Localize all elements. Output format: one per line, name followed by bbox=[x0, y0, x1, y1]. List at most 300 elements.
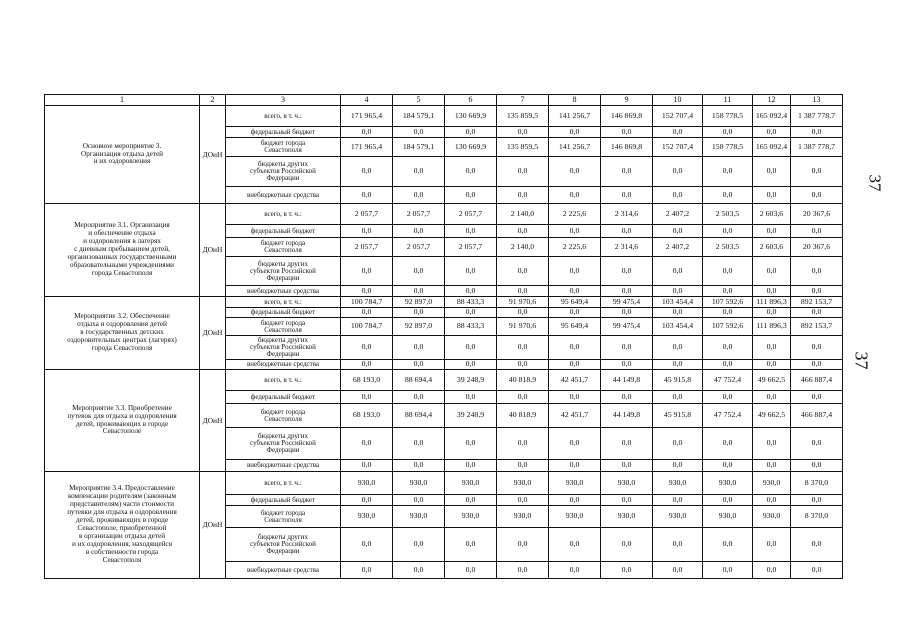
value-cell: 0,0 bbox=[497, 157, 549, 187]
value-cell: 2 057,7 bbox=[341, 238, 393, 257]
value-cell: 0,0 bbox=[549, 391, 601, 404]
value-cell: 0,0 bbox=[703, 257, 753, 286]
value-cell: 2 503,5 bbox=[703, 238, 753, 257]
value-cell: 0,0 bbox=[445, 391, 497, 404]
column-header: 9 bbox=[601, 95, 653, 106]
value-cell: 49 662,5 bbox=[753, 370, 791, 391]
value-cell: 0,0 bbox=[653, 528, 703, 562]
value-cell: 0,0 bbox=[753, 127, 791, 138]
value-cell: 0,0 bbox=[497, 562, 549, 579]
value-cell: 0,0 bbox=[703, 157, 753, 187]
value-cell: 0,0 bbox=[445, 157, 497, 187]
value-cell: 0,0 bbox=[703, 428, 753, 460]
value-cell: 0,0 bbox=[341, 157, 393, 187]
value-cell: 0,0 bbox=[653, 428, 703, 460]
value-cell: 0,0 bbox=[393, 495, 445, 506]
column-header: 12 bbox=[753, 95, 791, 106]
value-cell: 0,0 bbox=[341, 428, 393, 460]
value-cell: 141 256,7 bbox=[549, 106, 601, 127]
funding-source-label: внебюджетные средства bbox=[226, 460, 341, 472]
value-cell: 0,0 bbox=[653, 225, 703, 238]
value-cell: 130 669,9 bbox=[445, 106, 497, 127]
value-cell: 0,0 bbox=[653, 257, 703, 286]
value-cell: 171 965,4 bbox=[341, 106, 393, 127]
value-cell: 99 475,4 bbox=[601, 297, 653, 308]
value-cell: 930,0 bbox=[393, 472, 445, 495]
value-cell: 0,0 bbox=[753, 562, 791, 579]
column-header: 8 bbox=[549, 95, 601, 106]
funding-source-label: федеральный бюджет bbox=[226, 225, 341, 238]
funding-source-label: внебюджетные средства bbox=[226, 286, 341, 297]
value-cell: 0,0 bbox=[341, 187, 393, 204]
value-cell: 47 752,4 bbox=[703, 370, 753, 391]
value-cell: 0,0 bbox=[497, 460, 549, 472]
budget-table bbox=[44, 94, 843, 579]
value-cell: 0,0 bbox=[549, 495, 601, 506]
value-cell: 0,0 bbox=[549, 157, 601, 187]
value-cell: 0,0 bbox=[445, 460, 497, 472]
funding-source-label: бюджеты других субъектов Российской Федерации bbox=[226, 336, 341, 360]
value-cell: 0,0 bbox=[653, 562, 703, 579]
value-cell: 45 915,8 bbox=[653, 370, 703, 391]
value-cell: 0,0 bbox=[549, 308, 601, 318]
value-cell: 0,0 bbox=[653, 187, 703, 204]
value-cell: 39 248,9 bbox=[445, 404, 497, 428]
value-cell: 2 407,2 bbox=[653, 204, 703, 225]
value-cell: 930,0 bbox=[653, 506, 703, 528]
value-cell: 2 503,5 bbox=[703, 204, 753, 225]
funding-source-label: внебюджетные средства bbox=[226, 360, 341, 370]
value-cell: 0,0 bbox=[703, 562, 753, 579]
value-cell: 0,0 bbox=[753, 308, 791, 318]
value-cell: 0,0 bbox=[753, 495, 791, 506]
value-cell: 165 092,4 bbox=[753, 138, 791, 157]
value-cell: 103 454,4 bbox=[653, 318, 703, 336]
value-cell: 135 859,5 bbox=[497, 106, 549, 127]
value-cell: 0,0 bbox=[703, 286, 753, 297]
value-cell: 930,0 bbox=[341, 506, 393, 528]
executor-cell: ДОиН bbox=[200, 297, 226, 370]
value-cell: 100 784,7 bbox=[341, 297, 393, 308]
value-cell: 88 694,4 bbox=[393, 404, 445, 428]
value-cell: 0,0 bbox=[601, 460, 653, 472]
value-cell: 39 248,9 bbox=[445, 370, 497, 391]
value-cell: 0,0 bbox=[393, 187, 445, 204]
column-header: 2 bbox=[200, 95, 226, 106]
value-cell: 0,0 bbox=[497, 428, 549, 460]
funding-source-label: бюджет города Севастополя bbox=[226, 404, 341, 428]
funding-source-label: бюджеты других субъектов Российской Федерации bbox=[226, 428, 341, 460]
value-cell: 0,0 bbox=[601, 528, 653, 562]
funding-source-label: всего, в т. ч.: bbox=[226, 106, 341, 127]
funding-source-label: всего, в т. ч.: bbox=[226, 472, 341, 495]
value-cell: 0,0 bbox=[703, 360, 753, 370]
funding-source-label: бюджеты других субъектов Российской Федерации bbox=[226, 157, 341, 187]
value-cell: 2 057,7 bbox=[393, 238, 445, 257]
value-cell: 0,0 bbox=[753, 187, 791, 204]
value-cell: 0,0 bbox=[549, 360, 601, 370]
value-cell: 0,0 bbox=[341, 391, 393, 404]
value-cell: 44 149,8 bbox=[601, 404, 653, 428]
value-cell: 0,0 bbox=[703, 336, 753, 360]
value-cell: 99 475,4 bbox=[601, 318, 653, 336]
value-cell: 892 153,7 bbox=[791, 318, 843, 336]
table-row bbox=[45, 204, 843, 225]
value-cell: 68 193,0 bbox=[341, 370, 393, 391]
value-cell: 930,0 bbox=[341, 472, 393, 495]
value-cell: 8 370,0 bbox=[791, 472, 843, 495]
value-cell: 0,0 bbox=[445, 336, 497, 360]
value-cell: 88 433,3 bbox=[445, 318, 497, 336]
value-cell: 0,0 bbox=[601, 391, 653, 404]
value-cell: 92 897,0 bbox=[393, 318, 445, 336]
value-cell: 103 454,4 bbox=[653, 297, 703, 308]
value-cell: 40 818,9 bbox=[497, 370, 549, 391]
value-cell: 42 451,7 bbox=[549, 404, 601, 428]
measure-description: Мероприятие 3.1. Организация и обеспечение отдыха и оздоровления в лагерях с дневным пребыванием детей, организованных государственными образовательными учреждениями города Севастополя bbox=[45, 204, 200, 297]
value-cell: 92 897,0 bbox=[393, 297, 445, 308]
value-cell: 0,0 bbox=[497, 308, 549, 318]
value-cell: 152 707,4 bbox=[653, 106, 703, 127]
value-cell: 2 140,0 bbox=[497, 204, 549, 225]
table-row bbox=[45, 297, 843, 308]
value-cell: 0,0 bbox=[601, 428, 653, 460]
value-cell: 930,0 bbox=[653, 472, 703, 495]
value-cell: 0,0 bbox=[341, 225, 393, 238]
value-cell: 0,0 bbox=[703, 308, 753, 318]
value-cell: 0,0 bbox=[653, 360, 703, 370]
funding-source-label: бюджет города Севастополя bbox=[226, 318, 341, 336]
value-cell: 0,0 bbox=[393, 528, 445, 562]
value-cell: 0,0 bbox=[601, 127, 653, 138]
value-cell: 0,0 bbox=[393, 562, 445, 579]
table-row bbox=[45, 370, 843, 391]
value-cell: 0,0 bbox=[341, 562, 393, 579]
value-cell: 44 149,8 bbox=[601, 370, 653, 391]
value-cell: 0,0 bbox=[601, 286, 653, 297]
value-cell: 0,0 bbox=[393, 127, 445, 138]
value-cell: 0,0 bbox=[753, 460, 791, 472]
value-cell: 0,0 bbox=[393, 428, 445, 460]
value-cell: 0,0 bbox=[497, 257, 549, 286]
value-cell: 0,0 bbox=[791, 391, 843, 404]
funding-source-label: федеральный бюджет bbox=[226, 308, 341, 318]
value-cell: 0,0 bbox=[549, 286, 601, 297]
value-cell: 146 869,8 bbox=[601, 138, 653, 157]
value-cell: 0,0 bbox=[549, 336, 601, 360]
value-cell: 0,0 bbox=[791, 187, 843, 204]
value-cell: 930,0 bbox=[703, 506, 753, 528]
value-cell: 0,0 bbox=[703, 127, 753, 138]
funding-source-label: бюджет города Севастополя bbox=[226, 506, 341, 528]
value-cell: 2 057,7 bbox=[445, 204, 497, 225]
value-cell: 0,0 bbox=[753, 428, 791, 460]
value-cell: 68 193,0 bbox=[341, 404, 393, 428]
value-cell: 0,0 bbox=[549, 127, 601, 138]
value-cell: 111 896,3 bbox=[753, 297, 791, 308]
value-cell: 0,0 bbox=[445, 428, 497, 460]
value-cell: 45 915,8 bbox=[653, 404, 703, 428]
value-cell: 0,0 bbox=[445, 495, 497, 506]
value-cell: 2 603,6 bbox=[753, 238, 791, 257]
value-cell: 2 407,2 bbox=[653, 238, 703, 257]
value-cell: 135 859,5 bbox=[497, 138, 549, 157]
funding-source-label: бюджет города Севастополя bbox=[226, 138, 341, 157]
value-cell: 930,0 bbox=[549, 506, 601, 528]
value-cell: 0,0 bbox=[393, 308, 445, 318]
value-cell: 0,0 bbox=[497, 286, 549, 297]
value-cell: 0,0 bbox=[703, 225, 753, 238]
value-cell: 141 256,7 bbox=[549, 138, 601, 157]
column-header: 4 bbox=[341, 95, 393, 106]
value-cell: 171 965,4 bbox=[341, 138, 393, 157]
value-cell: 0,0 bbox=[791, 460, 843, 472]
value-cell: 40 818,9 bbox=[497, 404, 549, 428]
value-cell: 0,0 bbox=[601, 360, 653, 370]
executor-cell: ДОиН bbox=[200, 106, 226, 204]
measure-description: Мероприятие 3.4. Предоставление компенсации родителям (законным представителям) части стоимости путевки для отдыха и оздоровления детей, проживающих в городе Севастополе, приобретенной в организации отдыха детей и их оздоровления, находящейся в собственности города Севастополя bbox=[45, 472, 200, 579]
value-cell: 0,0 bbox=[601, 562, 653, 579]
column-header: 10 bbox=[653, 95, 703, 106]
value-cell: 0,0 bbox=[653, 157, 703, 187]
value-cell: 0,0 bbox=[341, 360, 393, 370]
value-cell: 0,0 bbox=[791, 336, 843, 360]
value-cell: 0,0 bbox=[341, 336, 393, 360]
value-cell: 0,0 bbox=[791, 562, 843, 579]
value-cell: 0,0 bbox=[549, 428, 601, 460]
column-header: 5 bbox=[393, 95, 445, 106]
value-cell: 0,0 bbox=[653, 336, 703, 360]
value-cell: 2 057,7 bbox=[393, 204, 445, 225]
value-cell: 0,0 bbox=[653, 460, 703, 472]
funding-source-label: бюджеты других субъектов Российской Федерации bbox=[226, 257, 341, 286]
table-row bbox=[45, 106, 843, 127]
page-number: 37 bbox=[865, 174, 885, 192]
value-cell: 2 225,6 bbox=[549, 238, 601, 257]
funding-source-label: федеральный бюджет bbox=[226, 495, 341, 506]
value-cell: 930,0 bbox=[497, 472, 549, 495]
value-cell: 0,0 bbox=[445, 528, 497, 562]
funding-source-label: внебюджетные средства bbox=[226, 187, 341, 204]
column-header: 6 bbox=[445, 95, 497, 106]
value-cell: 0,0 bbox=[753, 257, 791, 286]
value-cell: 0,0 bbox=[653, 286, 703, 297]
value-cell: 95 649,4 bbox=[549, 318, 601, 336]
value-cell: 146 869,8 bbox=[601, 106, 653, 127]
value-cell: 0,0 bbox=[549, 528, 601, 562]
value-cell: 0,0 bbox=[393, 286, 445, 297]
value-cell: 95 649,4 bbox=[549, 297, 601, 308]
value-cell: 0,0 bbox=[549, 460, 601, 472]
value-cell: 20 367,6 bbox=[791, 238, 843, 257]
value-cell: 466 887,4 bbox=[791, 404, 843, 428]
value-cell: 0,0 bbox=[393, 225, 445, 238]
value-cell: 0,0 bbox=[445, 187, 497, 204]
value-cell: 0,0 bbox=[653, 391, 703, 404]
value-cell: 0,0 bbox=[753, 286, 791, 297]
funding-source-label: федеральный бюджет bbox=[226, 127, 341, 138]
value-cell: 0,0 bbox=[791, 225, 843, 238]
column-header: 13 bbox=[791, 95, 843, 106]
value-cell: 2 314,6 bbox=[601, 238, 653, 257]
value-cell: 930,0 bbox=[703, 472, 753, 495]
value-cell: 2 603,6 bbox=[753, 204, 791, 225]
value-cell: 0,0 bbox=[445, 562, 497, 579]
value-cell: 0,0 bbox=[601, 336, 653, 360]
value-cell: 107 592,6 bbox=[703, 318, 753, 336]
value-cell: 0,0 bbox=[341, 495, 393, 506]
value-cell: 930,0 bbox=[445, 472, 497, 495]
value-cell: 0,0 bbox=[791, 127, 843, 138]
value-cell: 0,0 bbox=[753, 157, 791, 187]
value-cell: 0,0 bbox=[341, 528, 393, 562]
value-cell: 0,0 bbox=[703, 391, 753, 404]
measure-description: Основное мероприятие 3. Организация отдыха детей и их оздоровления bbox=[45, 106, 200, 204]
value-cell: 91 970,6 bbox=[497, 318, 549, 336]
column-header: 1 bbox=[45, 95, 200, 106]
funding-source-label: бюджет города Севастополя bbox=[226, 238, 341, 257]
funding-source-label: внебюджетные средства bbox=[226, 562, 341, 579]
value-cell: 0,0 bbox=[393, 336, 445, 360]
value-cell: 930,0 bbox=[753, 472, 791, 495]
value-cell: 0,0 bbox=[791, 257, 843, 286]
value-cell: 2 225,6 bbox=[549, 204, 601, 225]
value-cell: 20 367,6 bbox=[791, 204, 843, 225]
value-cell: 184 579,1 bbox=[393, 138, 445, 157]
value-cell: 158 778,5 bbox=[703, 106, 753, 127]
value-cell: 0,0 bbox=[341, 308, 393, 318]
value-cell: 0,0 bbox=[601, 308, 653, 318]
value-cell: 0,0 bbox=[549, 562, 601, 579]
value-cell: 0,0 bbox=[791, 360, 843, 370]
value-cell: 0,0 bbox=[549, 187, 601, 204]
value-cell: 0,0 bbox=[791, 528, 843, 562]
value-cell: 0,0 bbox=[703, 187, 753, 204]
value-cell: 0,0 bbox=[497, 127, 549, 138]
value-cell: 0,0 bbox=[753, 225, 791, 238]
value-cell: 930,0 bbox=[601, 506, 653, 528]
value-cell: 930,0 bbox=[497, 506, 549, 528]
value-cell: 0,0 bbox=[341, 257, 393, 286]
value-cell: 2 140,0 bbox=[497, 238, 549, 257]
value-cell: 466 887,4 bbox=[791, 370, 843, 391]
value-cell: 0,0 bbox=[653, 495, 703, 506]
value-cell: 2 057,7 bbox=[341, 204, 393, 225]
value-cell: 0,0 bbox=[753, 360, 791, 370]
value-cell: 0,0 bbox=[341, 127, 393, 138]
value-cell: 0,0 bbox=[497, 225, 549, 238]
value-cell: 0,0 bbox=[791, 157, 843, 187]
value-cell: 1 387 778,7 bbox=[791, 106, 843, 127]
table-header-row bbox=[45, 95, 843, 106]
value-cell: 0,0 bbox=[393, 257, 445, 286]
value-cell: 0,0 bbox=[703, 528, 753, 562]
value-cell: 0,0 bbox=[703, 460, 753, 472]
value-cell: 100 784,7 bbox=[341, 318, 393, 336]
value-cell: 88 433,3 bbox=[445, 297, 497, 308]
value-cell: 47 752,4 bbox=[703, 404, 753, 428]
executor-cell: ДОиН bbox=[200, 370, 226, 472]
value-cell: 8 370,0 bbox=[791, 506, 843, 528]
column-header: 7 bbox=[497, 95, 549, 106]
value-cell: 111 896,3 bbox=[753, 318, 791, 336]
value-cell: 42 451,7 bbox=[549, 370, 601, 391]
value-cell: 930,0 bbox=[753, 506, 791, 528]
table-row bbox=[45, 472, 843, 495]
value-cell: 0,0 bbox=[549, 225, 601, 238]
value-cell: 0,0 bbox=[703, 495, 753, 506]
value-cell: 0,0 bbox=[445, 360, 497, 370]
funding-source-label: всего, в т. ч.: bbox=[226, 204, 341, 225]
value-cell: 0,0 bbox=[445, 257, 497, 286]
value-cell: 91 970,6 bbox=[497, 297, 549, 308]
value-cell: 930,0 bbox=[445, 506, 497, 528]
value-cell: 107 592,6 bbox=[703, 297, 753, 308]
value-cell: 0,0 bbox=[497, 528, 549, 562]
value-cell: 1 387 778,7 bbox=[791, 138, 843, 157]
funding-source-label: всего, в т. ч.: bbox=[226, 297, 341, 308]
value-cell: 0,0 bbox=[791, 428, 843, 460]
funding-source-label: всего, в т. ч.: bbox=[226, 370, 341, 391]
column-header: 11 bbox=[703, 95, 753, 106]
measure-description: Мероприятие 3.2. Обеспечение отдыха и оздоровления детей в государственных детских оздоровительных центрах (лагерях) города Севастополя bbox=[45, 297, 200, 370]
value-cell: 0,0 bbox=[445, 225, 497, 238]
value-cell: 0,0 bbox=[601, 157, 653, 187]
value-cell: 184 579,1 bbox=[393, 106, 445, 127]
executor-cell: ДОиН bbox=[200, 472, 226, 579]
value-cell: 0,0 bbox=[653, 308, 703, 318]
value-cell: 0,0 bbox=[653, 127, 703, 138]
value-cell: 0,0 bbox=[753, 336, 791, 360]
value-cell: 0,0 bbox=[393, 391, 445, 404]
value-cell: 0,0 bbox=[497, 336, 549, 360]
value-cell: 0,0 bbox=[497, 360, 549, 370]
value-cell: 0,0 bbox=[393, 157, 445, 187]
page-number-2: 37 bbox=[851, 351, 872, 370]
column-header: 3 bbox=[226, 95, 341, 106]
value-cell: 0,0 bbox=[753, 528, 791, 562]
value-cell: 0,0 bbox=[753, 391, 791, 404]
value-cell: 0,0 bbox=[445, 286, 497, 297]
value-cell: 165 092,4 bbox=[753, 106, 791, 127]
funding-source-label: федеральный бюджет bbox=[226, 391, 341, 404]
value-cell: 88 694,4 bbox=[393, 370, 445, 391]
value-cell: 130 669,9 bbox=[445, 138, 497, 157]
value-cell: 0,0 bbox=[791, 308, 843, 318]
value-cell: 0,0 bbox=[341, 286, 393, 297]
value-cell: 0,0 bbox=[341, 460, 393, 472]
funding-source-label: бюджеты других субъектов Российской Федерации bbox=[226, 528, 341, 562]
value-cell: 0,0 bbox=[497, 187, 549, 204]
value-cell: 0,0 bbox=[601, 495, 653, 506]
value-cell: 49 662,5 bbox=[753, 404, 791, 428]
executor-cell: ДОиН bbox=[200, 204, 226, 297]
value-cell: 0,0 bbox=[445, 127, 497, 138]
value-cell: 0,0 bbox=[601, 225, 653, 238]
value-cell: 0,0 bbox=[791, 286, 843, 297]
measure-description: Мероприятие 3.3. Приобретение путевок для отдыха и оздоровления детей, проживающих в городе Севастополе bbox=[45, 370, 200, 472]
value-cell: 930,0 bbox=[549, 472, 601, 495]
value-cell: 930,0 bbox=[601, 472, 653, 495]
value-cell: 0,0 bbox=[601, 187, 653, 204]
value-cell: 158 778,5 bbox=[703, 138, 753, 157]
value-cell: 0,0 bbox=[549, 257, 601, 286]
value-cell: 0,0 bbox=[393, 460, 445, 472]
value-cell: 892 153,7 bbox=[791, 297, 843, 308]
value-cell: 0,0 bbox=[445, 308, 497, 318]
value-cell: 2 057,7 bbox=[445, 238, 497, 257]
value-cell: 0,0 bbox=[497, 495, 549, 506]
